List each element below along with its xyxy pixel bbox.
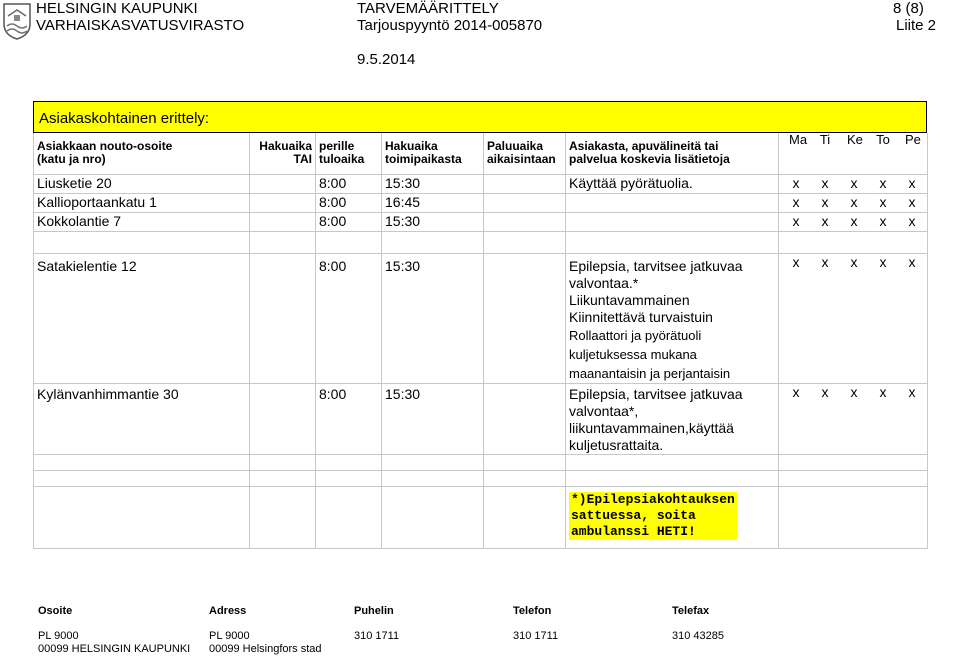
table-row: Kylänvanhimmantie 30 8:00 15:30 Epilepsia, tarvitsee jatkuvaa valvontaa*, liikuntavammainen,käyttää kuljetusrattaita. x x x x x bbox=[34, 384, 928, 455]
footer-fax: 310 43285 bbox=[672, 630, 724, 642]
table-row: Liusketie 20 8:00 15:30 Käyttää pyörätuolia. x x x x x bbox=[34, 175, 928, 194]
col-pickup-place: Hakuaika toimipaikasta bbox=[382, 133, 484, 175]
city-crest-icon bbox=[2, 2, 32, 40]
footer-label-telefon: Telefon bbox=[513, 605, 552, 617]
col-notes: Asiakasta, apuvälineitä tai palvelua koskevia lisätietoja bbox=[566, 133, 779, 175]
col-pickup: Hakuaika TAI bbox=[250, 133, 316, 175]
footer-city-sv: 00099 Helsingfors stad bbox=[209, 643, 322, 655]
footer-label-phone: Puhelin bbox=[354, 605, 394, 617]
col-days: Ma Ti Ke To Pe bbox=[779, 133, 928, 175]
page-number: 8 (8) bbox=[893, 0, 924, 17]
document-date: 9.5.2014 bbox=[357, 51, 416, 68]
footer-phone: 310 1711 bbox=[354, 630, 400, 642]
footer-label-address: Osoite bbox=[38, 605, 73, 617]
org-department: VARHAISKASVATUSVIRASTO bbox=[36, 17, 245, 34]
footer-telefon: 310 1711 bbox=[513, 630, 559, 642]
col-arrival: perille tuloaika bbox=[316, 133, 382, 175]
table-row-empty bbox=[34, 471, 928, 487]
table-row: Kokkolantie 7 8:00 15:30 x x x x x bbox=[34, 213, 928, 232]
table-row-warning bbox=[34, 487, 928, 549]
footer-po-box-sv: PL 9000 bbox=[209, 630, 250, 642]
notes-cell: Epilepsia, tarvitsee jatkuvaa valvontaa*, liikuntavammainen,käyttää kuljetusrattaita. bbox=[566, 384, 779, 455]
org-name: HELSINGIN KAUPUNKI bbox=[36, 0, 198, 17]
footer-label-fax: Telefax bbox=[672, 605, 710, 617]
notes-cell: Epilepsia, tarvitsee jatkuvaa valvontaa.* Liikuntavammainen Kiinnitettävä turvaistuin Rollaattori ja pyörätuoli kuljetuksessa mukana maanantaisin ja perjantaisin bbox=[566, 254, 779, 384]
col-return: Paluuaika aikaisintaan bbox=[484, 133, 566, 175]
document-reference: Tarjouspyyntö 2014-005870 bbox=[357, 17, 543, 34]
footer-city-fi: 00099 HELSINGIN KAUPUNKI bbox=[38, 643, 191, 655]
table-row-empty bbox=[34, 232, 928, 254]
attachment-label: Liite 2 bbox=[896, 17, 937, 34]
table-row-empty bbox=[34, 455, 928, 471]
customer-table bbox=[33, 133, 928, 549]
table-row: Kallioportaankatu 1 8:00 16:45 x x x x x bbox=[34, 194, 928, 213]
table-row: Satakielentie 12 8:00 15:30 Epilepsia, tarvitsee jatkuvaa valvontaa.* Liikuntavammainen Kiinnitettävä turvaistuin Rollaattori ja pyörätuoli kuljetuksessa mukana maanantaisin ja perjantaisin x x x x x bbox=[34, 254, 928, 384]
warning-note: *)Epilepsiakohtauksen sattuessa, soita ambulanssi HETI! bbox=[566, 487, 779, 549]
col-address: Asiakkaan nouto-osoite (katu ja nro) bbox=[34, 133, 250, 175]
table-header-row bbox=[34, 133, 928, 175]
section-title-bar bbox=[33, 101, 927, 133]
document-type: TARVEMÄÄRITTELY bbox=[357, 0, 499, 17]
section-title: Asiakaskohtainen erittely: bbox=[39, 110, 210, 127]
footer-label-adress: Adress bbox=[209, 605, 247, 617]
footer-po-box-fi: PL 9000 bbox=[38, 630, 79, 642]
